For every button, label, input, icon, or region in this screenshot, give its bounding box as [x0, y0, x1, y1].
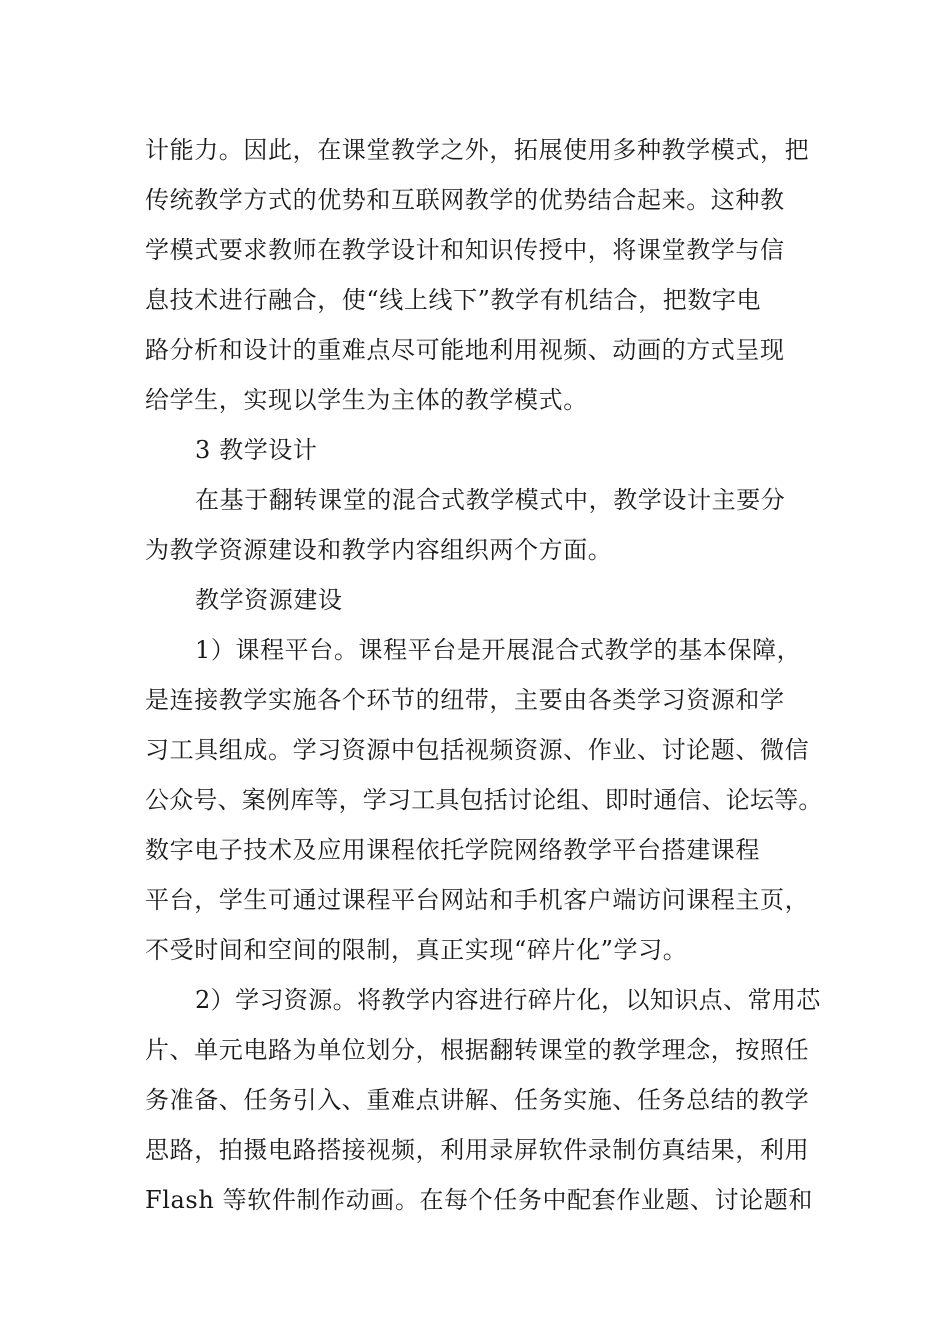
text-line: 务准备、任务引入、重难点讲解、任务实施、任务总结的教学: [145, 1086, 810, 1114]
text-line: 在基于翻转课堂的混合式教学模式中，教学设计主要分: [195, 486, 786, 514]
text-line: 思路，拍摄电路搭接视频，利用录屏软件录制仿真结果，利用: [145, 1136, 810, 1164]
section-heading: 3 教学设计: [195, 436, 318, 464]
text-line: Flash 等软件制作动画。在每个任务中配套作业题、讨论题和: [145, 1186, 814, 1214]
text-line: 公众号、案例库等，学习工具包括讨论组、即时通信、论坛等。: [145, 786, 823, 814]
text-line: 数字电子技术及应用课程依托学院网络教学平台搭建课程: [145, 836, 760, 864]
text-line: 1）课程平台。课程平台是开展混合式教学的基本保障，: [195, 636, 802, 664]
text-line: 2）学习资源。将教学内容进行碎片化，以知识点、常用芯: [195, 986, 821, 1014]
text-line: 学模式要求教师在教学设计和知识传授中，将课堂教学与信: [145, 236, 785, 264]
subsection-heading: 教学资源建设: [195, 586, 343, 614]
text-line: 传统教学方式的优势和互联网教学的优势结合起来。这种教: [145, 186, 785, 214]
text-line: 息技术进行融合，使“线上线下”教学有机结合，把数字电: [145, 286, 762, 314]
text-line: 习工具组成。学习资源中包括视频资源、作业、讨论题、微信: [145, 736, 810, 764]
text-line: 片、单元电路为单位划分，根据翻转课堂的教学理念，按照任: [145, 1036, 810, 1064]
text-line: 是连接教学实施各个环节的纽带，主要由各类学习资源和学: [145, 686, 785, 714]
text-line: 给学生，实现以学生为主体的教学模式。: [145, 386, 588, 414]
text-line: 计能力。因此，在课堂教学之外，拓展使用多种教学模式，把: [145, 136, 810, 164]
text-line: 为教学资源建设和教学内容组织两个方面。: [145, 536, 613, 564]
text-line: 平台，学生可通过课程平台网站和手机客户端访问课程主页，: [145, 886, 810, 914]
text-line: 不受时间和空间的限制，真正实现“碎片化”学习。: [145, 936, 688, 964]
text-line: 路分析和设计的重难点尽可能地利用视频、动画的方式呈现: [145, 336, 785, 364]
